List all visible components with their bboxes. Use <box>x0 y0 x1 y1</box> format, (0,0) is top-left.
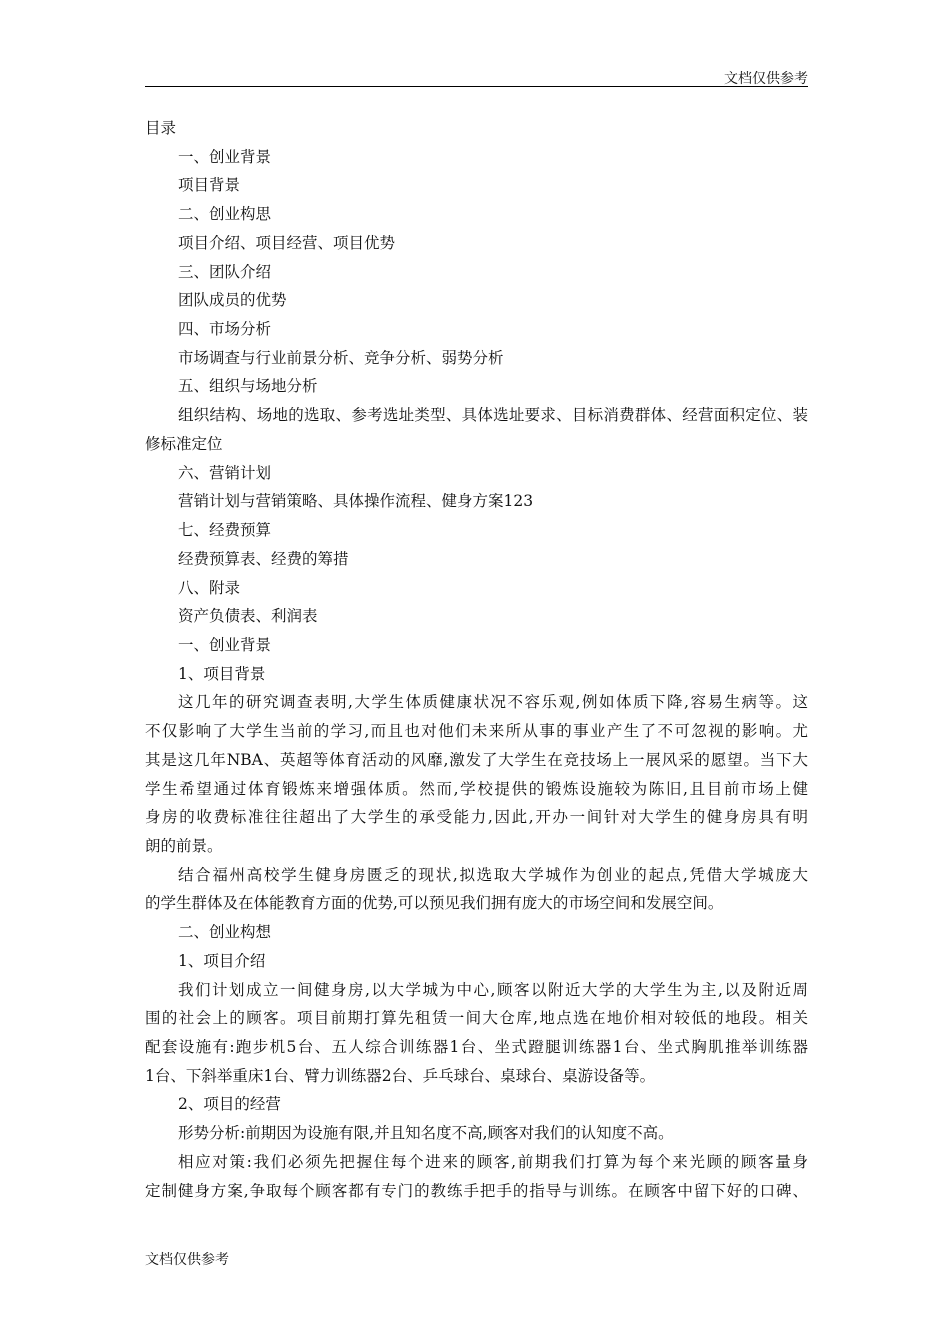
text-line: 资产负债表、利润表 <box>178 607 318 626</box>
text-line: 这几年的研究调查表明,大学生体质健康状况不容乐观,例如体质下降,容易生病等。这 <box>178 693 808 712</box>
text-line: 营销计划与营销策略、具体操作流程、健身方案123 <box>178 492 534 511</box>
text-line: 项目背景 <box>178 176 241 195</box>
text-line: 其是这几年NBA、英超等体育活动的风靡,激发了大学生在竞技场上一展风采的愿望。当下大 <box>145 750 808 769</box>
page-header-text: 文档仅供参考 <box>724 71 808 87</box>
text-line: 形势分析:前期因为设施有限,并且知名度不高,顾客对我们的认知度不高。 <box>178 1124 674 1143</box>
page-footer-text: 文档仅供参考 <box>145 1252 229 1268</box>
text-line: 八、附录 <box>178 578 241 597</box>
text-line: 1台、下斜举重床1台、臂力训练器2台、乒乓球台、桌球台、桌游设备等。 <box>145 1066 656 1085</box>
text-line: 六、营销计划 <box>178 463 272 482</box>
text-line: 团队成员的优势 <box>178 291 287 310</box>
text-line: 二、创业构想 <box>178 923 272 942</box>
text-line: 定制健身方案,争取每个顾客都有专门的教练手把手的指导与训练。在顾客中留下好的口碑、 <box>145 1181 808 1200</box>
text-line: 2、项目的经营 <box>178 1095 281 1114</box>
text-line: 一、创业背景 <box>178 147 272 166</box>
text-line: 结合福州高校学生健身房匮乏的现状,拟选取大学城作为创业的起点,凭借大学城庞大 <box>178 865 808 884</box>
text-line: 市场调查与行业前景分析、竞争分析、弱势分析 <box>178 348 504 367</box>
text-line: 围的社会上的顾客。项目前期打算先租赁一间大仓库,地点选在地价相对较低的地段。相关 <box>145 1009 808 1028</box>
text-line: 二、创业构思 <box>178 205 272 224</box>
text-line: 经费预算表、经费的筹措 <box>178 549 349 568</box>
text-line: 一、创业背景 <box>178 635 272 654</box>
text-line: 配套设施有:跑步机5台、五人综合训练器1台、坐式蹬腿训练器1台、坐式胸肌推举训练器 <box>145 1038 808 1056</box>
text-line: 四、市场分析 <box>178 320 272 339</box>
text-line: 项目介绍、项目经营、项目优势 <box>178 233 396 252</box>
header-rule <box>145 86 808 87</box>
text-line: 我们计划成立一间健身房,以大学城为中心,顾客以附近大学的大学生为主,以及附近周 <box>178 980 808 999</box>
text-line: 1、项目介绍 <box>178 951 266 970</box>
text-line: 不仅影响了大学生当前的学习,而且也对他们未来所从事的事业产生了不可忽视的影响。尤 <box>145 722 808 741</box>
text-line: 的学生群体及在体能教育方面的优势,可以预见我们拥有庞大的市场空间和发展空间。 <box>145 894 724 913</box>
text-line: 1、项目背景 <box>178 664 266 683</box>
toc-title: 目录 <box>145 119 177 137</box>
text-line: 学生希望通过体育锻炼来增强体质。然而,学校提供的锻炼设施较为陈旧,且目前市场上健 <box>145 779 808 798</box>
document-body <box>145 114 808 1205</box>
text-line: 组织结构、场地的选取、参考选址类型、具体选址要求、目标消费群体、经营面积定位、装 <box>178 406 808 425</box>
text-line: 五、组织与场地分析 <box>178 377 318 396</box>
text-line: 朗的前景。 <box>145 836 223 855</box>
text-line: 相应对策:我们必须先把握住每个进来的顾客,前期我们打算为每个来光顾的顾客量身 <box>178 1152 808 1171</box>
text-line: 修标准定位 <box>145 434 223 453</box>
text-line: 身房的收费标准往往超出了大学生的承受能力,因此,开办一间针对大学生的健身房具有明 <box>145 808 808 827</box>
text-line: 七、经费预算 <box>178 521 272 540</box>
text-line: 三、团队介绍 <box>178 262 272 281</box>
